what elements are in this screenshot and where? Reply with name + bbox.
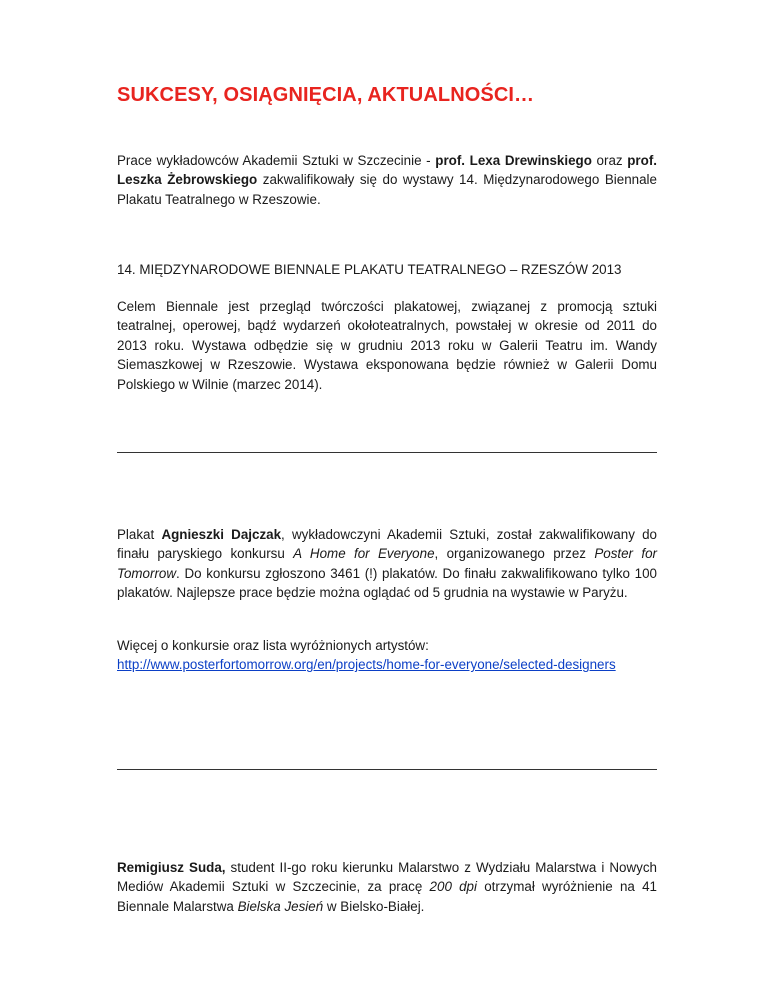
work-title: 200 dpi bbox=[429, 879, 477, 895]
suda-text-c: w Bielsko-Białej. bbox=[323, 898, 425, 914]
intro-paragraph bbox=[117, 151, 657, 209]
dajczak-text-c: , organizowanego przez bbox=[434, 546, 595, 562]
page-title: SUKCESY, OSIĄGNIĘCIA, AKTUALNOŚCI… bbox=[117, 84, 535, 106]
contest-link[interactable]: http://www.posterfortomorrow.org/en/projects/home-for-everyone/selected-designers bbox=[117, 657, 616, 673]
dajczak-text-a: Plakat bbox=[117, 527, 162, 542]
biennale-description: Celem Biennale jest przegląd twórczości plakatowej, związanej z promocją sztuki teatralnej, operowej, bądź wydarzeń okołoteatralnych, powstałej w okresie od 2011 do 2013 roku. Wystawa odbędzie się w grudniu 2013 roku w Galerii Teatru im. Wandy Siemaszkowej w Rzeszowie. Wystawa eksponowana będzie również w Galerii Domu Polskiego w Wilnie (marzec 2014). bbox=[117, 299, 657, 392]
lecturer-name-drewinski: prof. Lexa Drewinskiego bbox=[435, 153, 592, 168]
intro-text-b: oraz bbox=[591, 153, 628, 168]
student-name-suda: Remigiusz Suda, bbox=[117, 860, 226, 875]
section-divider bbox=[117, 452, 657, 453]
intro-text-c: zakwalifikowały się do wystawy 14. Międzynarodowego Biennale Plakatu Teatralnego w Rzeszowie. bbox=[117, 172, 657, 207]
dajczak-text-b: , wykładowczyni Akademii Sztuki, został zakwalifikowany do finału paryskiego konkursu bbox=[117, 527, 658, 562]
section-divider bbox=[117, 769, 657, 770]
organizer-name: Poster for Tomorrow bbox=[117, 546, 657, 581]
more-info-label: Więcej o konkursie oraz lista wyróżnionych artystów: bbox=[117, 638, 429, 653]
suda-text-a: student II-go roku kierunku Malarstwo z Wydziału Malarstwa i Nowych Mediów Akademii Sztuki w Szczecinie, za pracę bbox=[117, 860, 657, 895]
more-info-paragraph bbox=[117, 636, 657, 675]
biennale-subheading: 14. MIĘDZYNARODOWE BIENNALE PLAKATU TEATRALNEGO – RZESZÓW 2013 bbox=[117, 262, 622, 277]
event-title: Bielska Jesień bbox=[237, 898, 324, 914]
contest-title: A Home for Everyone bbox=[293, 546, 435, 562]
suda-paragraph bbox=[117, 858, 657, 916]
suda-text-b: otrzymał wyróżnienie na 41 Biennale Malarstwa bbox=[117, 879, 657, 914]
intro-text-a: Prace wykładowców Akademii Sztuki w Szczecinie - bbox=[117, 153, 436, 168]
dajczak-text-d: . Do konkursu zgłoszono 3461 (!) plakatów. Do finału zakwalifikowano tylko 100 plakatów. Najlepsze prace będzie można oglądać od 5 grudnia na wystawie w Paryżu. bbox=[117, 565, 657, 601]
artist-name-dajczak: Agnieszki Dajczak bbox=[161, 527, 282, 542]
dajczak-paragraph bbox=[117, 525, 657, 603]
lecturer-name-zebrowski: prof. Leszka Żebrowskiego bbox=[117, 153, 657, 188]
